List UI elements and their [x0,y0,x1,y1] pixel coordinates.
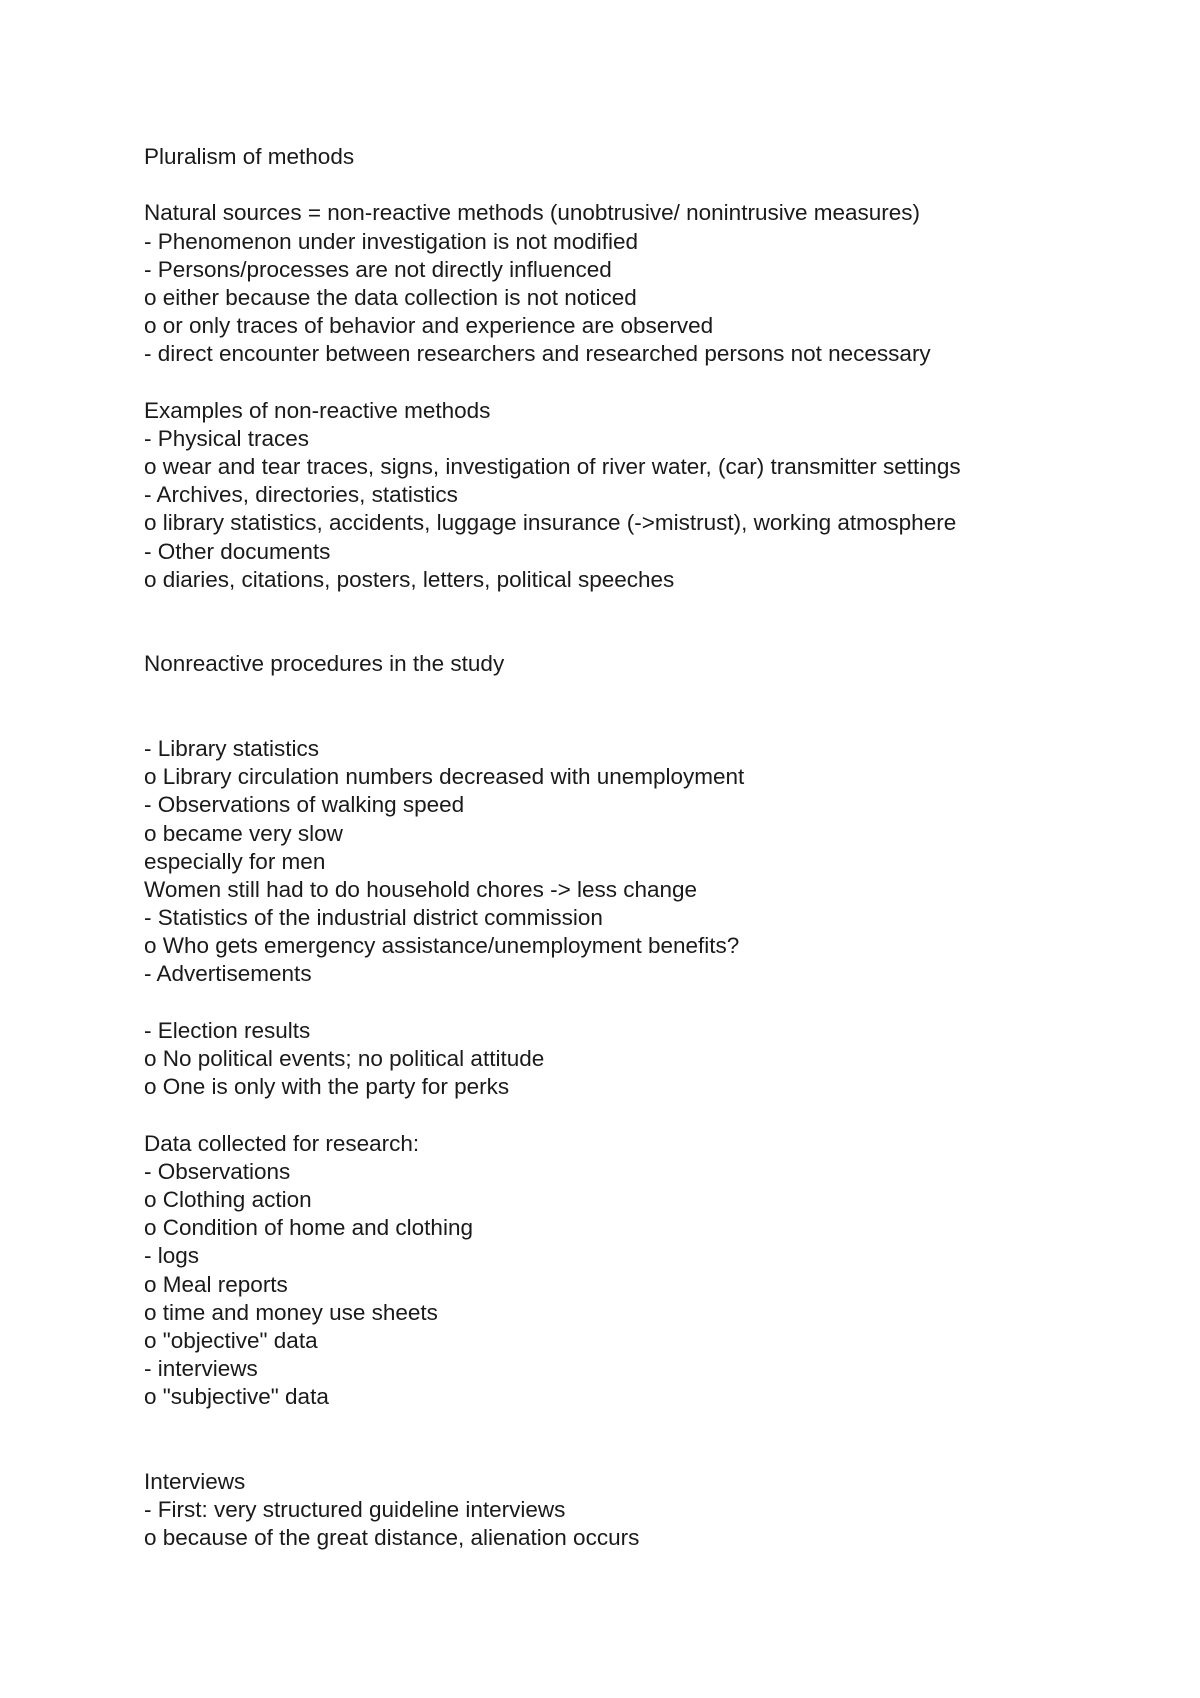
text-line: - Other documents [144,538,331,564]
document-body [144,143,1144,1552]
text-line: - Election results [144,1017,311,1043]
text-line: o Meal reports [144,1271,288,1297]
section-heading: Interviews [144,1468,246,1494]
text-line: o No political events; no political attitude [144,1046,545,1071]
text-line: o time and money use sheets [144,1299,438,1325]
text-line: o either because the data collection is not noticed [144,284,637,310]
text-line: - interviews [144,1356,258,1382]
text-line: - logs [144,1243,200,1269]
section-heading: Pluralism of methods [144,144,355,169]
text-line: o or only traces of behavior and experience are observed [144,313,714,339]
section-heading: Examples of non-reactive methods [144,397,491,423]
text-line: o diaries, citations, posters, letters, political speeches [144,566,675,592]
blank-line [144,369,1144,397]
text-line: - Phenomenon under investigation is not modified [144,228,639,254]
text-line: - First: very structured guideline interviews [144,1497,566,1522]
text-line: o "objective" data [144,1327,318,1353]
blank-line [144,1440,1144,1468]
blank-line [144,171,1144,199]
text-line: Women still had to do household chores -> less change [144,876,698,902]
blank-line [144,1411,1144,1439]
text-line: - Library statistics [144,735,320,761]
text-line: Natural sources = non-reactive methods (unobtrusive/ nonintrusive measures) [144,200,920,226]
blank-line [144,679,1144,707]
section-heading: Nonreactive procedures in the study [144,651,505,677]
text-line: o wear and tear traces, signs, investigation of river water, (car) transmitter settings [144,454,961,480]
text-line: - Persons/processes are not directly influenced [144,256,612,282]
blank-line [144,622,1144,650]
text-line: - Observations [144,1158,291,1184]
text-line: o became very slow [144,820,343,846]
text-line: o Library circulation numbers decreased with unemployment [144,764,745,790]
blank-line [144,1101,1144,1129]
blank-line [144,707,1144,735]
text-line: - Advertisements [144,961,312,987]
text-line: especially for men [144,848,326,874]
section-heading: Data collected for research: [144,1130,420,1156]
text-line: o One is only with the party for perks [144,1074,510,1100]
text-line: - Statistics of the industrial district commission [144,905,603,931]
text-line: o Who gets emergency assistance/unemployment benefits? [144,933,740,959]
blank-line [144,594,1144,622]
text-line: - direct encounter between researchers and researched persons not necessary [144,341,931,367]
text-line: o "subjective" data [144,1384,329,1410]
blank-line [144,989,1144,1017]
text-line: o Condition of home and clothing [144,1215,473,1241]
text-line: - Observations of walking speed [144,792,465,818]
text-line: o because of the great distance, alienation occurs [144,1525,640,1551]
text-line: - Physical traces [144,425,310,451]
text-line: - Archives, directories, statistics [144,482,458,508]
text-line: o library statistics, accidents, luggage insurance (->mistrust), working atmosphere [144,510,957,536]
text-line: o Clothing action [144,1186,312,1212]
